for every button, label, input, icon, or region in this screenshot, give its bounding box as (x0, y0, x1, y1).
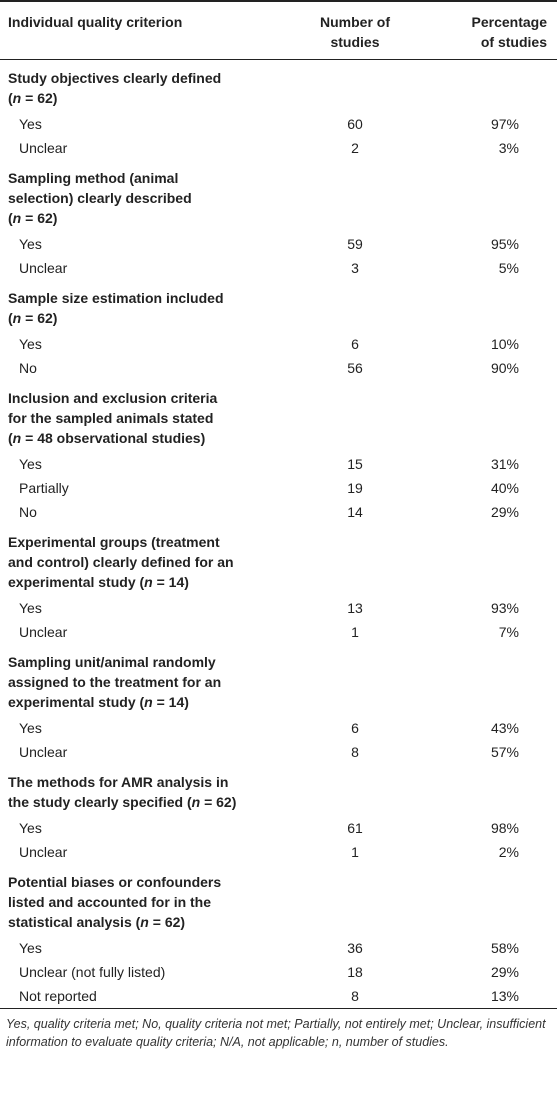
criterion-title-line: Inclusion and exclusion criteria (8, 389, 218, 406)
row-count: 8 (351, 743, 359, 760)
criterion-title-line: Sampling method (animal (8, 169, 179, 186)
header-number-line2: studies (330, 34, 380, 50)
criterion-group-heading (0, 380, 557, 452)
row-percentage: 31% (490, 455, 519, 472)
table-row (0, 984, 557, 1009)
criterion-n-prefix: ( (8, 209, 13, 226)
criterion-n-symbol: n (140, 913, 149, 930)
row-percentage: 58% (490, 939, 519, 956)
criterion-n-suffix: = 14) (152, 573, 189, 590)
table-row (0, 476, 557, 500)
row-label: Partially (19, 479, 69, 496)
row-label: Yes (19, 719, 42, 736)
criterion-title-line: Study objectives clearly defined (8, 69, 222, 86)
row-count: 36 (347, 939, 363, 956)
criterion-n-prefix: ( (8, 429, 13, 446)
criterion-n-prefix: experimental study ( (8, 693, 145, 710)
criterion-n-prefix: the study clearly specified ( (8, 793, 192, 810)
row-count: 1 (351, 843, 359, 860)
criterion-title (0, 280, 557, 332)
criterion-title-line: Experimental groups (treatment (8, 533, 220, 550)
row-percentage: 29% (490, 503, 519, 520)
row-count: 18 (347, 963, 363, 980)
criterion-n-suffix: = 14) (152, 693, 189, 710)
criterion-title-line: listed and accounted for in the (8, 893, 212, 910)
criterion-title (0, 59, 557, 112)
row-count: 59 (347, 235, 363, 252)
header-percentage-line1: Percentage (471, 14, 547, 30)
criterion-title (0, 160, 557, 232)
row-label: Yes (19, 939, 42, 956)
row-label: Unclear (19, 743, 68, 760)
row-count: 8 (291, 984, 419, 1009)
row-count: 61 (347, 819, 363, 836)
row-label: Yes (19, 235, 42, 252)
criterion-group-heading (0, 160, 557, 232)
table-row (0, 136, 557, 160)
criterion-title (0, 644, 557, 716)
criterion-title (0, 524, 557, 596)
criterion-n-symbol: n (191, 793, 201, 810)
row-percentage: 2% (498, 843, 519, 860)
row-label: Not reported (0, 984, 291, 1009)
criterion-n-symbol: n (12, 209, 22, 226)
row-count: 13 (347, 599, 363, 616)
row-count: 60 (347, 115, 363, 132)
criterion-n-prefix: ( (8, 309, 13, 326)
header-percentage-of-studies (419, 1, 557, 59)
criterion-title-line: for the sampled animals stated (8, 409, 214, 426)
criterion-title-line: selection) clearly described (8, 189, 192, 206)
criterion-n-symbol: n (12, 89, 22, 106)
row-percentage: 90% (490, 359, 519, 376)
row-count: 2 (351, 139, 359, 156)
row-label: No (19, 359, 37, 376)
row-count: 6 (351, 719, 359, 736)
criterion-title-line: assigned to the treatment for an (8, 673, 222, 690)
criterion-n-prefix: statistical analysis ( (8, 913, 141, 930)
table-row (0, 332, 557, 356)
criterion-title-line: Sampling unit/animal randomly (8, 653, 216, 670)
row-count: 1 (351, 623, 359, 640)
table-row (0, 356, 557, 380)
row-percentage: 57% (490, 743, 519, 760)
criterion-group-heading (0, 524, 557, 596)
row-percentage: 43% (490, 719, 519, 736)
criterion-group-heading (0, 280, 557, 332)
table-row (0, 112, 557, 136)
table-header (0, 1, 557, 59)
table-row (0, 960, 557, 984)
criterion-n-symbol: n (12, 309, 22, 326)
row-percentage: 93% (490, 599, 519, 616)
criterion-n-prefix: experimental study ( (8, 573, 145, 590)
row-count: 56 (347, 359, 363, 376)
criterion-title-line: and control) clearly defined for an (8, 553, 234, 570)
row-label: Unclear (19, 259, 68, 276)
header-number-of-studies (291, 1, 419, 59)
criterion-group-heading (0, 864, 557, 936)
criterion-n-prefix: ( (8, 89, 13, 106)
criterion-title (0, 764, 557, 816)
row-count: 3 (351, 259, 359, 276)
table-row (0, 840, 557, 864)
criterion-group-heading (0, 644, 557, 716)
table-row (0, 500, 557, 524)
criterion-title-line: Potential biases or confounders (8, 873, 222, 890)
table-row (0, 816, 557, 840)
criterion-title-line: Sample size estimation included (8, 289, 224, 306)
header-percentage-line2: of studies (480, 34, 547, 50)
row-count: 6 (351, 335, 359, 352)
table-body (0, 59, 557, 1008)
criterion-n-symbol: n (144, 693, 153, 710)
row-percentage: 5% (498, 259, 519, 276)
row-label: Unclear (not fully listed) (19, 963, 166, 980)
table-row (0, 716, 557, 740)
row-label: Yes (19, 819, 42, 836)
row-label: Yes (19, 455, 42, 472)
table-row (0, 596, 557, 620)
row-percentage: 13% (419, 984, 557, 1009)
criterion-group-heading (0, 59, 557, 112)
row-count: 14 (347, 503, 363, 520)
row-percentage: 95% (490, 235, 519, 252)
row-percentage: 40% (490, 479, 519, 496)
table-row (0, 740, 557, 764)
row-label: Yes (19, 335, 42, 352)
row-label: Unclear (19, 843, 68, 860)
criterion-n-suffix: = 48 observational studies) (21, 429, 206, 446)
criterion-n-suffix: = 62) (21, 89, 58, 106)
row-percentage: 7% (498, 623, 519, 640)
row-label: Unclear (19, 139, 68, 156)
row-label: Yes (19, 115, 42, 132)
row-percentage: 29% (490, 963, 519, 980)
row-label: No (19, 503, 37, 520)
criterion-n-symbol: n (144, 573, 153, 590)
criterion-n-suffix: = 62) (148, 913, 186, 930)
table-row (0, 256, 557, 280)
row-percentage: 97% (490, 115, 519, 132)
criterion-title (0, 380, 557, 452)
table-row (0, 452, 557, 476)
table-row (0, 936, 557, 960)
criterion-title-line: The methods for AMR analysis in (8, 773, 229, 790)
table-footnote: Yes, quality criteria met; No, quality criteria not met; Partially, not entirely met; Unclear, insufficient information to evaluate quality criteria; N/A, not applicable; n, number of studies. (6, 1016, 546, 1049)
criterion-n-suffix: = 62) (200, 793, 237, 810)
criterion-n-suffix: = 62) (21, 309, 58, 326)
criterion-n-suffix: = 62) (21, 209, 58, 226)
criterion-n-symbol: n (12, 429, 22, 446)
criterion-group-heading (0, 764, 557, 816)
row-label: Yes (19, 599, 42, 616)
header-number-line1: Number of (320, 14, 390, 30)
row-percentage: 10% (490, 335, 519, 352)
table-row (0, 620, 557, 644)
criterion-title (0, 864, 557, 936)
row-percentage: 3% (498, 139, 519, 156)
row-count: 19 (347, 479, 363, 496)
row-label: Unclear (19, 623, 68, 640)
row-count: 15 (347, 455, 363, 472)
table-row (0, 232, 557, 256)
header-criterion: Individual quality criterion (0, 1, 291, 59)
row-percentage: 98% (490, 819, 519, 836)
